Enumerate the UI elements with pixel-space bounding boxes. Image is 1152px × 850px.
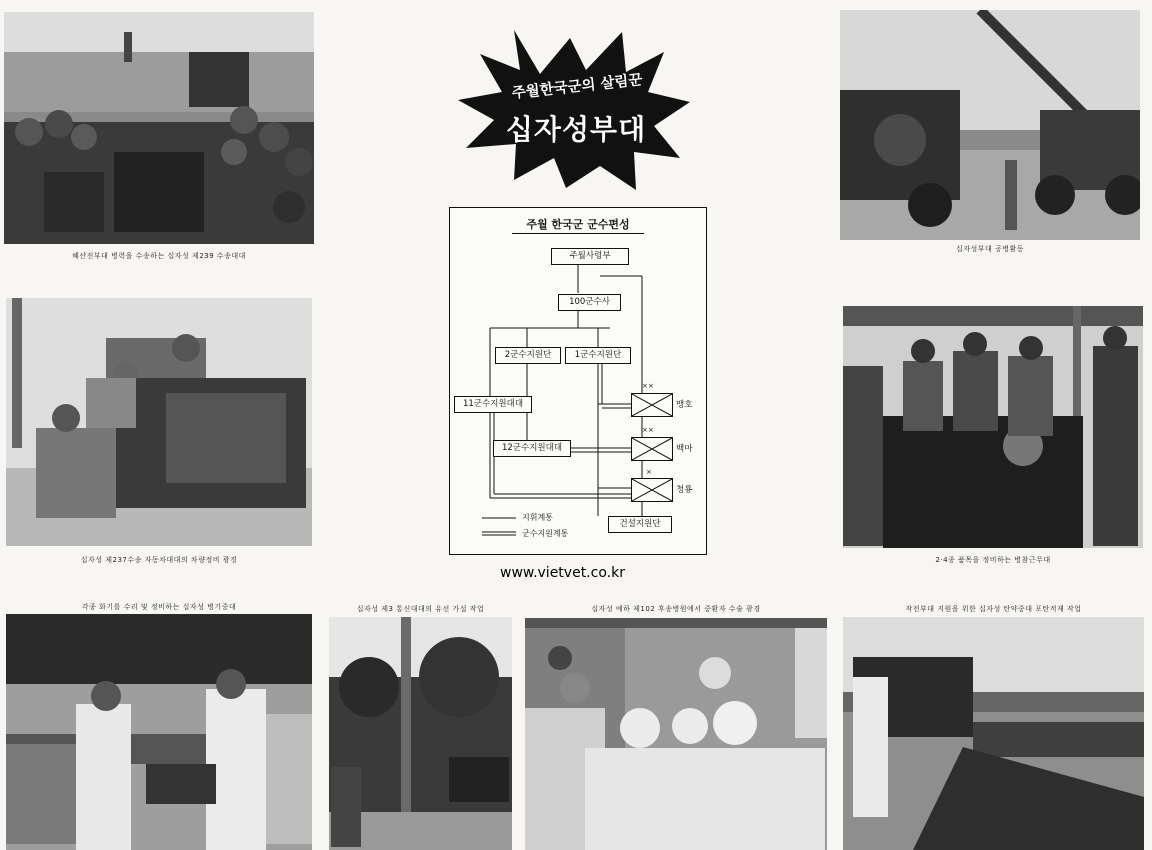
photo-ammunition xyxy=(843,617,1144,850)
photo-engineer-crane xyxy=(840,10,1140,240)
caption-vehicle-maintenance: 십자성 제237수송 자동차대대의 차량정비 광경 xyxy=(80,556,238,564)
node-12th-support-battalion: 12군수지원대대 xyxy=(493,440,571,457)
unit-3-echelon: × xyxy=(646,468,652,476)
legend-logistics: 군수지원계통 xyxy=(522,529,569,538)
photo-vehicle-maintenance xyxy=(6,298,312,546)
banner-title: 십자성부대 xyxy=(505,113,647,146)
caption-ordnance: 각종 화기를 수리 및 정비하는 십자성 병기중대 xyxy=(81,603,237,611)
banner-subtitle: 주월한국군의 살림꾼 xyxy=(511,72,644,102)
photo-signal-line xyxy=(329,617,512,850)
caption-surgery: 십자성 예하 제102 후송병원에서 중환자 수술 광경 xyxy=(591,605,761,613)
node-1st-support-group: 1군수지원단 xyxy=(565,347,631,364)
photo-ordnance-repair xyxy=(6,614,312,850)
unit-1-echelon: ×× xyxy=(642,382,654,390)
website-url: www.vietvet.co.kr xyxy=(500,565,625,581)
photo-troop-transport xyxy=(4,12,314,244)
org-chart-title: 주월 한국군 군수편성 xyxy=(526,218,630,231)
caption-quartermaster: 2·4종 품목을 정비하는 병참근무대 xyxy=(935,556,1051,564)
node-100-logistics-command: 100군수사 xyxy=(558,294,621,311)
unit-2-label: 백마 xyxy=(676,444,693,454)
unit-2-box xyxy=(631,437,673,461)
org-chart xyxy=(449,207,707,555)
node-hq: 주월사령부 xyxy=(551,248,629,265)
node-11th-support-battalion: 11군수지원대대 xyxy=(454,396,532,413)
unit-3-box xyxy=(631,478,673,502)
unit-3-label: 청룡 xyxy=(676,485,693,495)
caption-engineer: 십자성부대 공병활동 xyxy=(955,245,1025,253)
unit-1-box xyxy=(631,393,673,417)
node-2nd-support-group: 2군수지원단 xyxy=(495,347,561,364)
photo-surgery xyxy=(525,618,827,850)
caption-ammunition: 작전부대 지원을 위한 십자성 탄약중대 포탄적재 작업 xyxy=(905,605,1082,613)
node-construction-group: 건설지원단 xyxy=(608,516,672,533)
unit-1-label: 맹호 xyxy=(676,400,693,410)
legend-command: 지휘계통 xyxy=(522,513,553,522)
unit-2-echelon: ×× xyxy=(642,426,654,434)
caption-signal: 십자성 제3 통신대대의 유선 가설 작업 xyxy=(356,605,485,613)
caption-troop-transport: 혜산진부대 병력을 수송하는 십자성 제239 수송대대 xyxy=(72,252,246,260)
photo-quartermaster xyxy=(843,306,1143,548)
